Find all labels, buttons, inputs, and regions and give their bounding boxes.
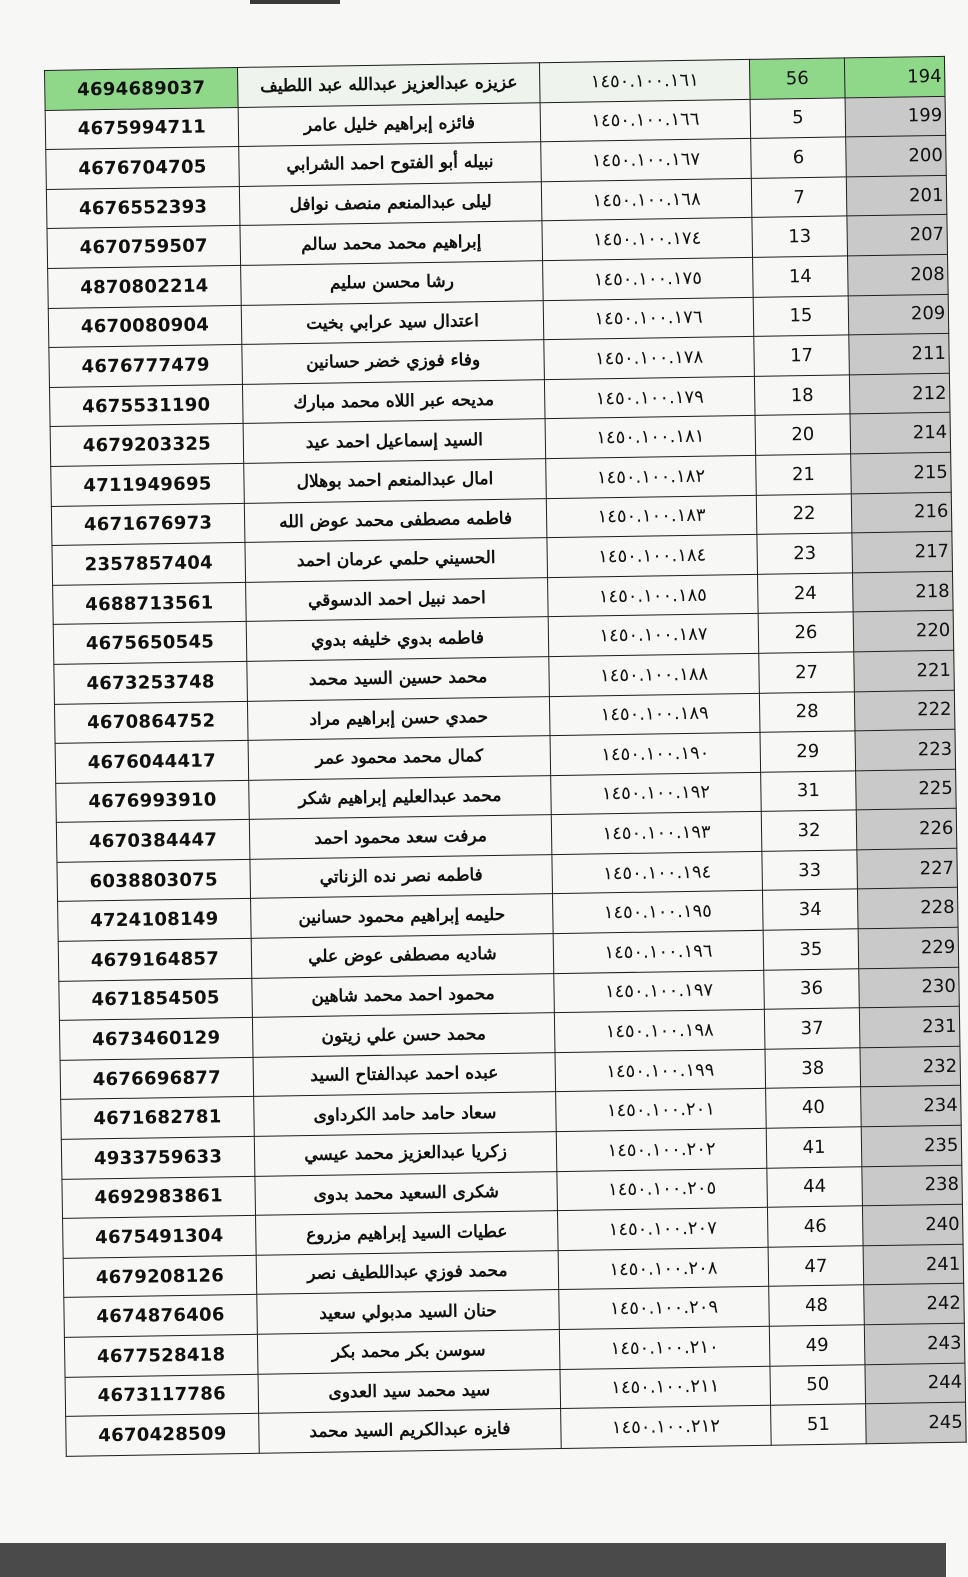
number-cell: 38 — [765, 1048, 861, 1089]
phone-cell: 4671676973 — [51, 503, 245, 546]
name-cell: نبيله أبو الفتوح احمد الشرابي — [239, 142, 542, 186]
phone-cell: 4676044417 — [55, 740, 249, 783]
number-cell: 7 — [751, 177, 847, 218]
code-cell: ١٤٥٠.١٠٠.١٦٧ — [541, 139, 752, 182]
sequence-cell: 226 — [856, 809, 957, 850]
code-cell: ١٤٥٠.١٠٠.٢٠٧ — [557, 1207, 768, 1250]
phone-cell: 4677528418 — [64, 1334, 258, 1377]
name-cell: اعتدال سيد عرابي بخيت — [241, 300, 544, 344]
number-cell: 37 — [764, 1008, 860, 1049]
code-cell: ١٤٥٠.١٠٠.١٩٥ — [553, 891, 764, 934]
name-cell: مديحه عبر اللاه محمد مبارك — [242, 379, 545, 423]
code-cell: ١٤٥٠.١٠٠.٢٠٨ — [558, 1247, 769, 1290]
code-cell: ١٤٥٠.١٠٠.١٩٤ — [552, 851, 763, 894]
sequence-cell: 214 — [850, 413, 951, 454]
code-cell: ١٤٥٠.١٠٠.١٧٥ — [543, 257, 754, 300]
sequence-cell: 194 — [844, 56, 945, 97]
phone-cell: 4688713561 — [53, 582, 247, 625]
sequence-cell: 229 — [858, 927, 959, 968]
name-cell: فايزه عبدالكريم السيد محمد — [259, 1409, 562, 1453]
name-cell: شاديه مصطفى عوض علي — [251, 934, 554, 978]
sequence-cell: 231 — [859, 1006, 960, 1047]
sequence-cell: 208 — [848, 254, 949, 295]
code-cell: ١٤٥٠.١٠٠.١٩٩ — [555, 1049, 766, 1092]
number-cell: 23 — [757, 533, 853, 574]
code-cell: ١٤٥٠.١٠٠.٢٠٢ — [556, 1128, 767, 1171]
number-cell: 32 — [761, 810, 857, 851]
sequence-cell: 216 — [851, 492, 952, 533]
phone-cell: 6038803075 — [57, 859, 251, 902]
sequence-cell: 244 — [865, 1363, 966, 1404]
sequence-cell: 242 — [864, 1284, 965, 1325]
number-cell: 46 — [767, 1206, 863, 1247]
phone-cell: 4676993910 — [56, 780, 250, 823]
number-cell: 21 — [756, 454, 852, 495]
sequence-cell: 209 — [848, 294, 949, 335]
sequence-cell: 222 — [854, 690, 955, 731]
number-cell: 48 — [769, 1285, 865, 1326]
number-cell: 56 — [749, 58, 845, 99]
phone-cell: 4679208126 — [63, 1255, 257, 1298]
phone-cell: 4675531190 — [49, 384, 243, 427]
code-cell: ١٤٥٠.١٠٠.٢٠١ — [556, 1089, 767, 1132]
code-cell: ١٤٥٠.١٠٠.٢١٠ — [559, 1326, 770, 1369]
code-cell: ١٤٥٠.١٠٠.١٧٩ — [544, 376, 755, 419]
phone-cell: 4870802214 — [48, 265, 242, 308]
sequence-cell: 234 — [861, 1086, 962, 1127]
code-cell: ١٤٥٠.١٠٠.١٩٢ — [551, 772, 762, 815]
code-cell: ١٤٥٠.١٠٠.١٨٤ — [547, 534, 758, 577]
code-cell: ١٤٥٠.١٠٠.١٩٨ — [554, 1010, 765, 1053]
sequence-cell: 240 — [862, 1204, 963, 1245]
sequence-cell: 221 — [854, 650, 955, 691]
number-cell: 15 — [753, 295, 849, 336]
number-cell: 34 — [762, 889, 858, 930]
name-cell: محمد فوزي عبداللطيف نصر — [256, 1250, 559, 1294]
sequence-cell: 243 — [864, 1323, 965, 1364]
sequence-cell: 241 — [863, 1244, 964, 1285]
code-cell: ١٤٥٠.١٠٠.٢١١ — [560, 1366, 771, 1409]
number-cell: 14 — [753, 256, 849, 297]
code-cell: ١٤٥٠.١٠٠.١٩٣ — [551, 812, 762, 855]
top-edge-mark — [250, 0, 340, 4]
sequence-cell: 227 — [857, 848, 958, 889]
phone-cell: 4676552393 — [46, 186, 240, 229]
number-cell: 20 — [755, 414, 851, 455]
name-cell: فائزه إبراهيم خليل عامر — [238, 102, 541, 146]
name-cell: محمد عبدالعليم إبراهيم شكر — [249, 775, 552, 819]
code-cell: ١٤٥٠.١٠٠.١٨٩ — [549, 693, 760, 736]
number-cell: 49 — [769, 1325, 865, 1366]
phone-cell: 4670759507 — [47, 226, 241, 269]
name-cell: محمد حسن علي زيتون — [252, 1013, 555, 1057]
number-cell: 13 — [752, 216, 848, 257]
number-cell: 35 — [763, 929, 859, 970]
code-cell: ١٤٥٠.١٠٠.١٨١ — [545, 416, 756, 459]
name-cell: شكرى السعيد محمد بدوى — [255, 1171, 558, 1215]
code-cell: ١٤٥٠.١٠٠.١٩٧ — [554, 970, 765, 1013]
number-cell: 6 — [751, 137, 847, 178]
phone-cell: 4673460129 — [59, 1018, 253, 1061]
name-cell: مرفت سعد محمود احمد — [249, 815, 552, 859]
sequence-cell: 201 — [846, 175, 947, 216]
phone-cell: 4679164857 — [58, 938, 252, 981]
sequence-cell: 211 — [849, 333, 950, 374]
number-cell: 31 — [761, 771, 857, 812]
phone-cell: 4676777479 — [49, 345, 243, 388]
sequence-cell: 232 — [860, 1046, 961, 1087]
code-cell: ١٤٥٠.١٠٠.١٨٥ — [548, 574, 759, 617]
sequence-cell: 230 — [859, 967, 960, 1008]
name-cell: رشا محسن سليم — [241, 261, 544, 305]
sequence-cell: 225 — [856, 769, 957, 810]
name-cell: احمد نبيل احمد الدسوقي — [246, 577, 549, 621]
phone-cell: 4711949695 — [51, 463, 245, 506]
phone-cell: 4676696877 — [60, 1057, 254, 1100]
sequence-cell: 212 — [849, 373, 950, 414]
name-cell: امال عبدالمنعم احمد بوهلال — [244, 459, 547, 503]
number-cell: 28 — [759, 691, 855, 732]
name-cell: السيد إسماعيل احمد عيد — [243, 419, 546, 463]
name-cell: عطيات السيد إبراهيم مزروع — [256, 1211, 559, 1255]
name-cell: إبراهيم محمد محمد سالم — [240, 221, 543, 265]
code-cell: ١٤٥٠.١٠٠.١٨٢ — [546, 455, 757, 498]
phone-cell: 4670080904 — [48, 305, 242, 348]
sequence-cell: 235 — [861, 1125, 962, 1166]
roster-table — [44, 56, 967, 1457]
code-cell: ١٤٥٠.١٠٠.١٩٠ — [550, 732, 761, 775]
sequence-cell: 228 — [857, 888, 958, 929]
code-cell: ١٤٥٠.١٠٠.١٨٧ — [548, 614, 759, 657]
sequence-cell: 200 — [846, 136, 947, 177]
number-cell: 47 — [768, 1246, 864, 1287]
name-cell: عزيزه عبدالعزيز عبدالله عبد اللطيف — [237, 63, 540, 107]
number-cell: 51 — [771, 1404, 867, 1445]
sequence-cell: 215 — [851, 452, 952, 493]
name-cell: سوسن بكر محمد بكر — [257, 1330, 560, 1374]
number-cell: 17 — [754, 335, 850, 376]
code-cell: ١٤٥٠.١٠٠.١٩٦ — [553, 930, 764, 973]
name-cell: فاطمه بدوي خليفه بدوي — [246, 617, 549, 661]
name-cell: ليلى عبدالمنعم منصف نوافل — [239, 181, 542, 225]
name-cell: وفاء فوزي خضر حسانين — [242, 340, 545, 384]
code-cell: ١٤٥٠.١٠٠.١٦٦ — [540, 99, 751, 142]
name-cell: حنان السيد مدبولي سعيد — [257, 1290, 560, 1334]
number-cell: 5 — [750, 98, 846, 139]
code-cell: ١٤٥٠.١٠٠.٢١٢ — [561, 1405, 772, 1448]
phone-cell: 4676704705 — [46, 147, 240, 190]
phone-cell: 4675650545 — [53, 622, 247, 665]
sequence-cell: 220 — [853, 611, 954, 652]
name-cell: فاطمه مصطفى محمد عوض الله — [244, 498, 547, 542]
number-cell: 24 — [758, 573, 854, 614]
name-cell: محمد حسين السيد محمد — [247, 657, 550, 701]
name-cell: الحسيني حلمي عرمان احمد — [245, 538, 548, 582]
number-cell: 27 — [759, 652, 855, 693]
number-cell: 44 — [767, 1166, 863, 1207]
number-cell: 18 — [754, 375, 850, 416]
code-cell: ١٤٥٠.١٠٠.١٧٦ — [543, 297, 754, 340]
name-cell: حليمه إبراهيم محمود حسانين — [251, 894, 554, 938]
phone-cell: 4670864752 — [54, 701, 248, 744]
phone-cell: 4933759633 — [61, 1136, 255, 1179]
code-cell: ١٤٥٠.١٠٠.١٧٨ — [544, 337, 755, 380]
sequence-cell: 199 — [845, 96, 946, 137]
name-cell: سيد محمد سيد العدوى — [258, 1369, 561, 1413]
sequence-cell: 218 — [852, 571, 953, 612]
phone-cell: 4675994711 — [45, 107, 239, 150]
phone-cell: 4671682781 — [61, 1097, 255, 1140]
name-cell: فاطمه نصر نده الزناتي — [250, 854, 553, 898]
roster-body — [45, 56, 967, 1456]
name-cell: حمدي حسن إبراهيم مراد — [247, 696, 550, 740]
number-cell: 36 — [764, 968, 860, 1009]
name-cell: كمال محمد محمود عمر — [248, 736, 551, 780]
code-cell: ١٤٥٠.١٠٠.١٧٤ — [542, 218, 753, 261]
number-cell: 40 — [766, 1087, 862, 1128]
number-cell: 41 — [766, 1127, 862, 1168]
roster-sheet — [44, 56, 967, 1518]
sequence-cell: 217 — [852, 531, 953, 572]
phone-cell: 2357857404 — [52, 543, 246, 586]
code-cell: ١٤٥٠.١٠٠.٢٠٩ — [559, 1287, 770, 1330]
phone-cell: 4679203325 — [50, 424, 244, 467]
phone-cell: 4692983861 — [62, 1176, 256, 1219]
sequence-cell: 245 — [866, 1402, 967, 1443]
phone-cell: 4675491304 — [63, 1216, 257, 1259]
name-cell: سعاد حامد حامد الكرداوى — [254, 1092, 557, 1136]
phone-cell: 4670384447 — [56, 820, 250, 863]
code-cell: ١٤٥٠.١٠٠.٢٠٥ — [557, 1168, 768, 1211]
phone-cell: 4670428509 — [66, 1413, 260, 1456]
name-cell: زكريا عبدالعزيز محمد عيسي — [254, 1132, 557, 1176]
phone-cell: 4674876406 — [64, 1295, 258, 1338]
bottom-bar — [0, 1543, 946, 1577]
name-cell: محمود احمد محمد شاهين — [252, 973, 555, 1017]
code-cell: ١٤٥٠.١٠٠.١٦١ — [539, 59, 750, 102]
phone-cell: 4724108149 — [58, 899, 252, 942]
code-cell: ١٤٥٠.١٠٠.١٦٨ — [541, 178, 752, 221]
phone-cell: 4694689037 — [45, 67, 239, 110]
code-cell: ١٤٥٠.١٠٠.١٨٨ — [549, 653, 760, 696]
code-cell: ١٤٥٠.١٠٠.١٨٣ — [546, 495, 757, 538]
number-cell: 26 — [758, 612, 854, 653]
phone-cell: 4673117786 — [65, 1374, 259, 1417]
sequence-cell: 207 — [847, 215, 948, 256]
phone-cell: 4671854505 — [59, 978, 253, 1021]
phone-cell: 4673253748 — [54, 661, 248, 704]
name-cell: عبده احمد عبدالفتاح السيد — [253, 1052, 556, 1096]
sequence-cell: 223 — [855, 729, 956, 770]
number-cell: 29 — [760, 731, 856, 772]
number-cell: 50 — [770, 1364, 866, 1405]
number-cell: 33 — [762, 850, 858, 891]
sequence-cell: 238 — [862, 1165, 963, 1206]
number-cell: 22 — [756, 493, 852, 534]
